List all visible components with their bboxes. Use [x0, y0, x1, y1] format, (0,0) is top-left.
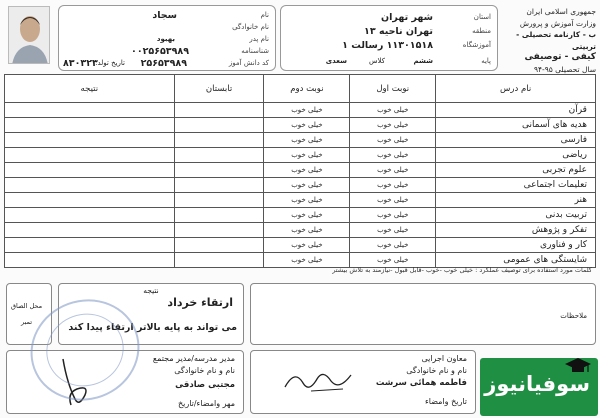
second-term-cell: خیلی خوب	[264, 178, 350, 193]
kelas-value: سعدی	[325, 57, 347, 65]
summer-cell	[174, 193, 264, 208]
summer-cell	[174, 133, 264, 148]
subject-cell: فارسی	[436, 133, 596, 148]
result-status: ارتقاء خرداد	[167, 296, 233, 309]
school-info-box	[280, 5, 498, 71]
student-code-label: کد دانش آموز	[228, 59, 269, 67]
subject-cell: تربیت بدنی	[436, 208, 596, 223]
school-stamp-inner	[36, 303, 134, 397]
birth-label: تاریخ تولد:	[95, 59, 125, 67]
second-term-cell: خیلی خوب	[264, 118, 350, 133]
shenasname-label: شناسنامه	[241, 47, 269, 55]
deputy-signature	[281, 361, 361, 397]
subject-cell: تفکر و پژوهش	[436, 223, 596, 238]
first-term-cell: خیلی خوب	[350, 193, 436, 208]
paye-value: ششم	[413, 57, 433, 65]
deputy-signature-box	[250, 350, 476, 414]
second-term-cell: خیلی خوب	[264, 253, 350, 268]
country-name: جمهوری اسلامی ایران	[526, 7, 596, 16]
stamp-place-label: محل الصاق	[11, 302, 43, 310]
academic-year: سال تحصیلی ۹۵-۹۴	[533, 64, 596, 74]
birth-value: ۸۳۰۳۲۳	[63, 58, 98, 69]
kelas-label: کلاس	[368, 57, 385, 65]
mantaghe-label: منطقه	[472, 27, 491, 35]
first-term-cell: خیلی خوب	[350, 178, 436, 193]
second-term-cell: خیلی خوب	[264, 208, 350, 223]
first-term-cell: خیلی خوب	[350, 148, 436, 163]
amuzeshgah-value: ۱۱۳۰۱۵۱۸ رسالت ۱	[342, 40, 433, 51]
result-cell	[5, 253, 175, 268]
table-row	[5, 193, 596, 208]
result-cell	[5, 103, 175, 118]
summer-cell	[174, 238, 264, 253]
table-row	[5, 238, 596, 253]
table-row	[5, 163, 596, 178]
subject-cell: هنر	[436, 193, 596, 208]
table-row	[5, 148, 596, 163]
second-term-cell: خیلی خوب	[264, 148, 350, 163]
table-row	[5, 223, 596, 238]
first-term-cell: خیلی خوب	[350, 163, 436, 178]
result-cell	[5, 163, 175, 178]
summer-cell	[174, 103, 264, 118]
name-label: نام	[260, 11, 269, 19]
first-term-cell: خیلی خوب	[350, 208, 436, 223]
first-term-cell: خیلی خوب	[350, 133, 436, 148]
col-first-term: نوبت اول	[350, 75, 436, 103]
principal-sign-label: مهر وامضاء/تاریخ	[177, 399, 235, 408]
result-cell	[5, 178, 175, 193]
second-term-cell: خیلی خوب	[264, 133, 350, 148]
grading-legend: کلمات مورد استفاده برای توصیف عملکرد : خیلی خوب -خوب -قابل قبول -نیازمند به تلاش بیشتر	[332, 266, 592, 274]
table-row	[5, 118, 596, 133]
shenasname-value: ۰۰۲۵۶۵۳۹۸۹	[131, 46, 189, 57]
subject-cell: شایستگی های عمومی	[436, 253, 596, 268]
deputy-name-label: نام و نام خانوادگی	[406, 366, 467, 375]
summer-cell	[174, 178, 264, 193]
table-header-row	[5, 75, 596, 103]
deputy-title: معاون اجرایی	[421, 354, 467, 363]
ostan-label: استان	[473, 13, 491, 21]
result-cell	[5, 223, 175, 238]
family-label: نام خانوادگی	[232, 23, 269, 31]
notes-box	[250, 283, 596, 345]
watermark-logo-text: سوفیانیوز	[484, 372, 590, 396]
first-term-cell: خیلی خوب	[350, 103, 436, 118]
second-term-cell: خیلی خوب	[264, 103, 350, 118]
result-cell	[5, 148, 175, 163]
subject-cell: قرآن	[436, 103, 596, 118]
ministry-name: وزارت آموزش و پرورش	[519, 18, 596, 28]
col-second-term: نوبت دوم	[264, 75, 350, 103]
col-subject: نام درس	[436, 75, 596, 103]
document-type: ب - کارنامه تحصیلی - تربیتی	[516, 30, 596, 51]
header	[0, 0, 600, 74]
result-cell	[5, 208, 175, 223]
student-info-box	[58, 5, 276, 71]
table-row	[5, 103, 596, 118]
subject-cell: کار و فناوری	[436, 238, 596, 253]
second-term-cell: خیلی خوب	[264, 163, 350, 178]
deputy-name: فاطمه همائی سرشت	[375, 378, 467, 388]
first-term-cell: خیلی خوب	[350, 253, 436, 268]
evaluation-type: کیفی - توصیفی	[524, 52, 596, 62]
deputy-sign-label: تاریخ وامضاء	[425, 397, 467, 406]
father-name: بهبود	[156, 35, 175, 43]
second-term-cell: خیلی خوب	[264, 238, 350, 253]
subject-cell: علوم تجربی	[436, 163, 596, 178]
first-term-cell: خیلی خوب	[350, 238, 436, 253]
student-photo	[8, 6, 50, 64]
subject-cell: هدیه های آسمانی	[436, 118, 596, 133]
summer-cell	[174, 118, 264, 133]
summer-cell	[174, 208, 264, 223]
notes-label: ملاحظات	[560, 312, 587, 320]
grades-table	[4, 74, 596, 268]
summer-cell	[174, 253, 264, 268]
col-result: نتیجه	[5, 75, 175, 103]
result-cell	[5, 193, 175, 208]
stamp-label: تمبر	[21, 318, 33, 326]
subject-cell: ریاضی	[436, 148, 596, 163]
first-term-cell: خیلی خوب	[350, 118, 436, 133]
student-name: سجاد	[152, 10, 177, 21]
second-term-cell: خیلی خوب	[264, 193, 350, 208]
second-term-cell: خیلی خوب	[264, 223, 350, 238]
summer-cell	[174, 148, 264, 163]
table-row	[5, 133, 596, 148]
mantaghe-value: تهران ناحیه ۱۳	[364, 26, 433, 37]
father-label: نام پدر	[249, 35, 269, 43]
summer-cell	[174, 163, 264, 178]
paye-label: پایه	[481, 57, 491, 65]
summer-cell	[174, 223, 264, 238]
watermark-logo	[480, 358, 598, 416]
result-cell	[5, 133, 175, 148]
student-code-value: ۲۵۶۵۳۹۸۹	[140, 58, 187, 69]
result-cell	[5, 118, 175, 133]
principal-name: مجتبی صادقی	[175, 380, 235, 390]
principal-name-label: نام و نام خانوادگی	[174, 366, 235, 375]
table-row	[5, 208, 596, 223]
ostan-value: شهر تهران	[381, 12, 433, 23]
table-row	[5, 178, 596, 193]
subject-cell: تعلیمات اجتماعی	[436, 178, 596, 193]
result-message: می تواند به پایه بالاتر ارتقاء پیدا کند	[68, 322, 237, 333]
ministry-header	[500, 6, 596, 74]
first-term-cell: خیلی خوب	[350, 223, 436, 238]
result-cell	[5, 238, 175, 253]
principal-title: مدیر مدرسه/مدیر مجتمع	[152, 354, 235, 363]
result-title: نتیجه	[143, 286, 159, 295]
col-summer: تابستان	[174, 75, 264, 103]
amuzeshgah-label: آموزشگاه	[462, 41, 491, 49]
